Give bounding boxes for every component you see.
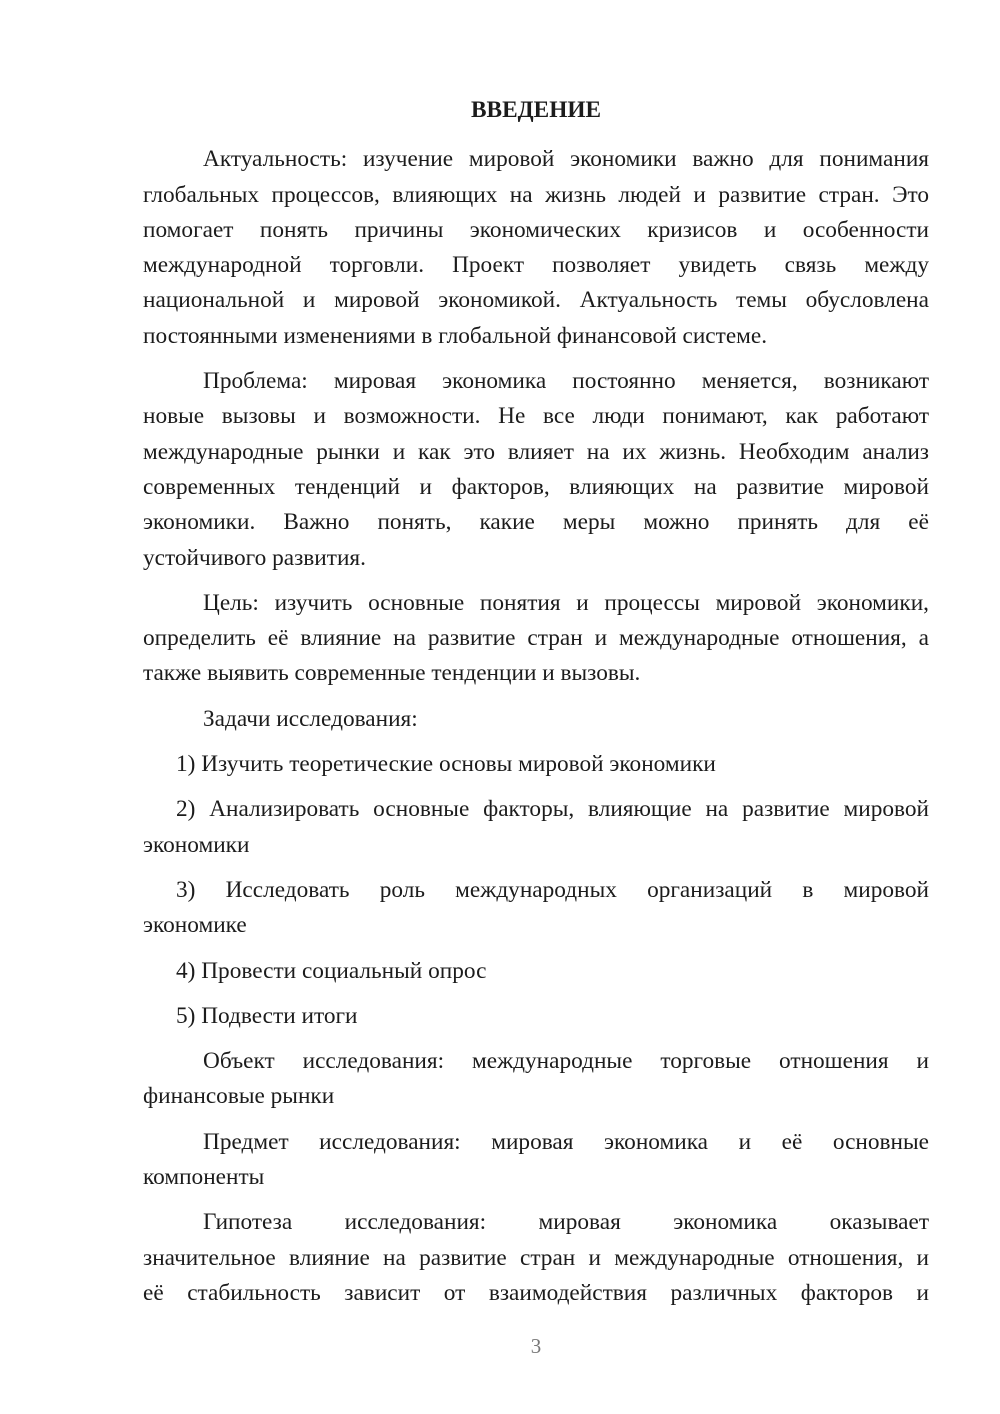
page-number: 3 (530, 1334, 542, 1358)
paragraph-relevance (143, 142, 929, 354)
paragraph-line: международные рынки и как это влияет на их жизнь. Необходим анализ (143, 438, 929, 465)
page-content (143, 93, 929, 1321)
paragraph-subject (143, 1125, 929, 1196)
task-line: 1) Изучить теоретические основы мировой экономики (176, 751, 716, 778)
paragraph-line: глобальных процессов, влияющих на жизнь людей и развитие стран. Это (143, 181, 929, 208)
paragraph-line: помогает понять причины экономических кризисов и особенности (143, 216, 929, 243)
paragraph-line: компоненты (143, 1164, 265, 1191)
task-line: 5) Подвести итоги (176, 1002, 358, 1029)
paragraph-line: новые вызовы и возможности. Не все люди понимают, как работают (143, 403, 929, 430)
task-item-4 (143, 954, 929, 989)
paragraph-line: Гипотеза исследования: мировая экономика оказывает (203, 1209, 929, 1236)
paragraph-goal (143, 586, 929, 692)
paragraph-line: экономики. Важно понять, какие меры можно принять для её (143, 509, 929, 536)
paragraph-line: её стабильность зависит от взаимодействия различных факторов и (143, 1279, 929, 1306)
paragraph-line: определить её влияние на развитие стран и международные отношения, а (143, 625, 929, 652)
task-line: 2) Анализировать основные факторы, влияющие на развитие мировой (176, 796, 929, 823)
page-title: ВВЕДЕНИЕ (471, 97, 601, 123)
paragraph-object (143, 1044, 929, 1115)
paragraph-line: устойчивого развития. (143, 544, 366, 571)
paragraph-line: также выявить современные тенденции и вызовы. (143, 660, 641, 687)
paragraph-line: национальной и мировой экономикой. Актуальность темы обусловлена (143, 287, 929, 314)
paragraph-line: Задачи исследования: (203, 705, 418, 732)
task-item-1 (143, 747, 929, 782)
task-item-5 (143, 999, 929, 1034)
paragraph-problem (143, 364, 929, 576)
paragraph-line: современных тенденций и факторов, влияющих на развитие мировой (143, 473, 929, 500)
task-line: 3) Исследовать роль международных организаций в мировой (176, 876, 929, 903)
task-item-3 (143, 873, 929, 944)
paragraph-line: Предмет исследования: мировая экономика и её основные (203, 1128, 929, 1155)
paragraph-hypothesis (143, 1205, 929, 1311)
paragraph-line: Цель: изучить основные понятия и процессы мировой экономики, (203, 589, 929, 616)
paragraph-line: международной торговли. Проект позволяет увидеть связь между (143, 252, 929, 279)
paragraph-line: финансовые рынки (143, 1083, 335, 1110)
paragraph-line: значительное влияние на развитие стран и международные отношения, и (143, 1244, 929, 1271)
task-line: экономике (143, 912, 247, 939)
task-line: 4) Провести социальный опрос (176, 957, 487, 984)
task-item-2 (143, 792, 929, 863)
task-line: экономики (143, 831, 250, 858)
paragraph-line: постоянными изменениями в глобальной финансовой системе. (143, 322, 768, 349)
paragraph-line: Актуальность: изучение мировой экономики важно для понимания (203, 146, 929, 173)
paragraph-line: Проблема: мировая экономика постоянно меняется, возникают (203, 368, 929, 395)
paragraph-line: Объект исследования: международные торговые отношения и (203, 1048, 929, 1075)
tasks-heading (143, 702, 929, 737)
